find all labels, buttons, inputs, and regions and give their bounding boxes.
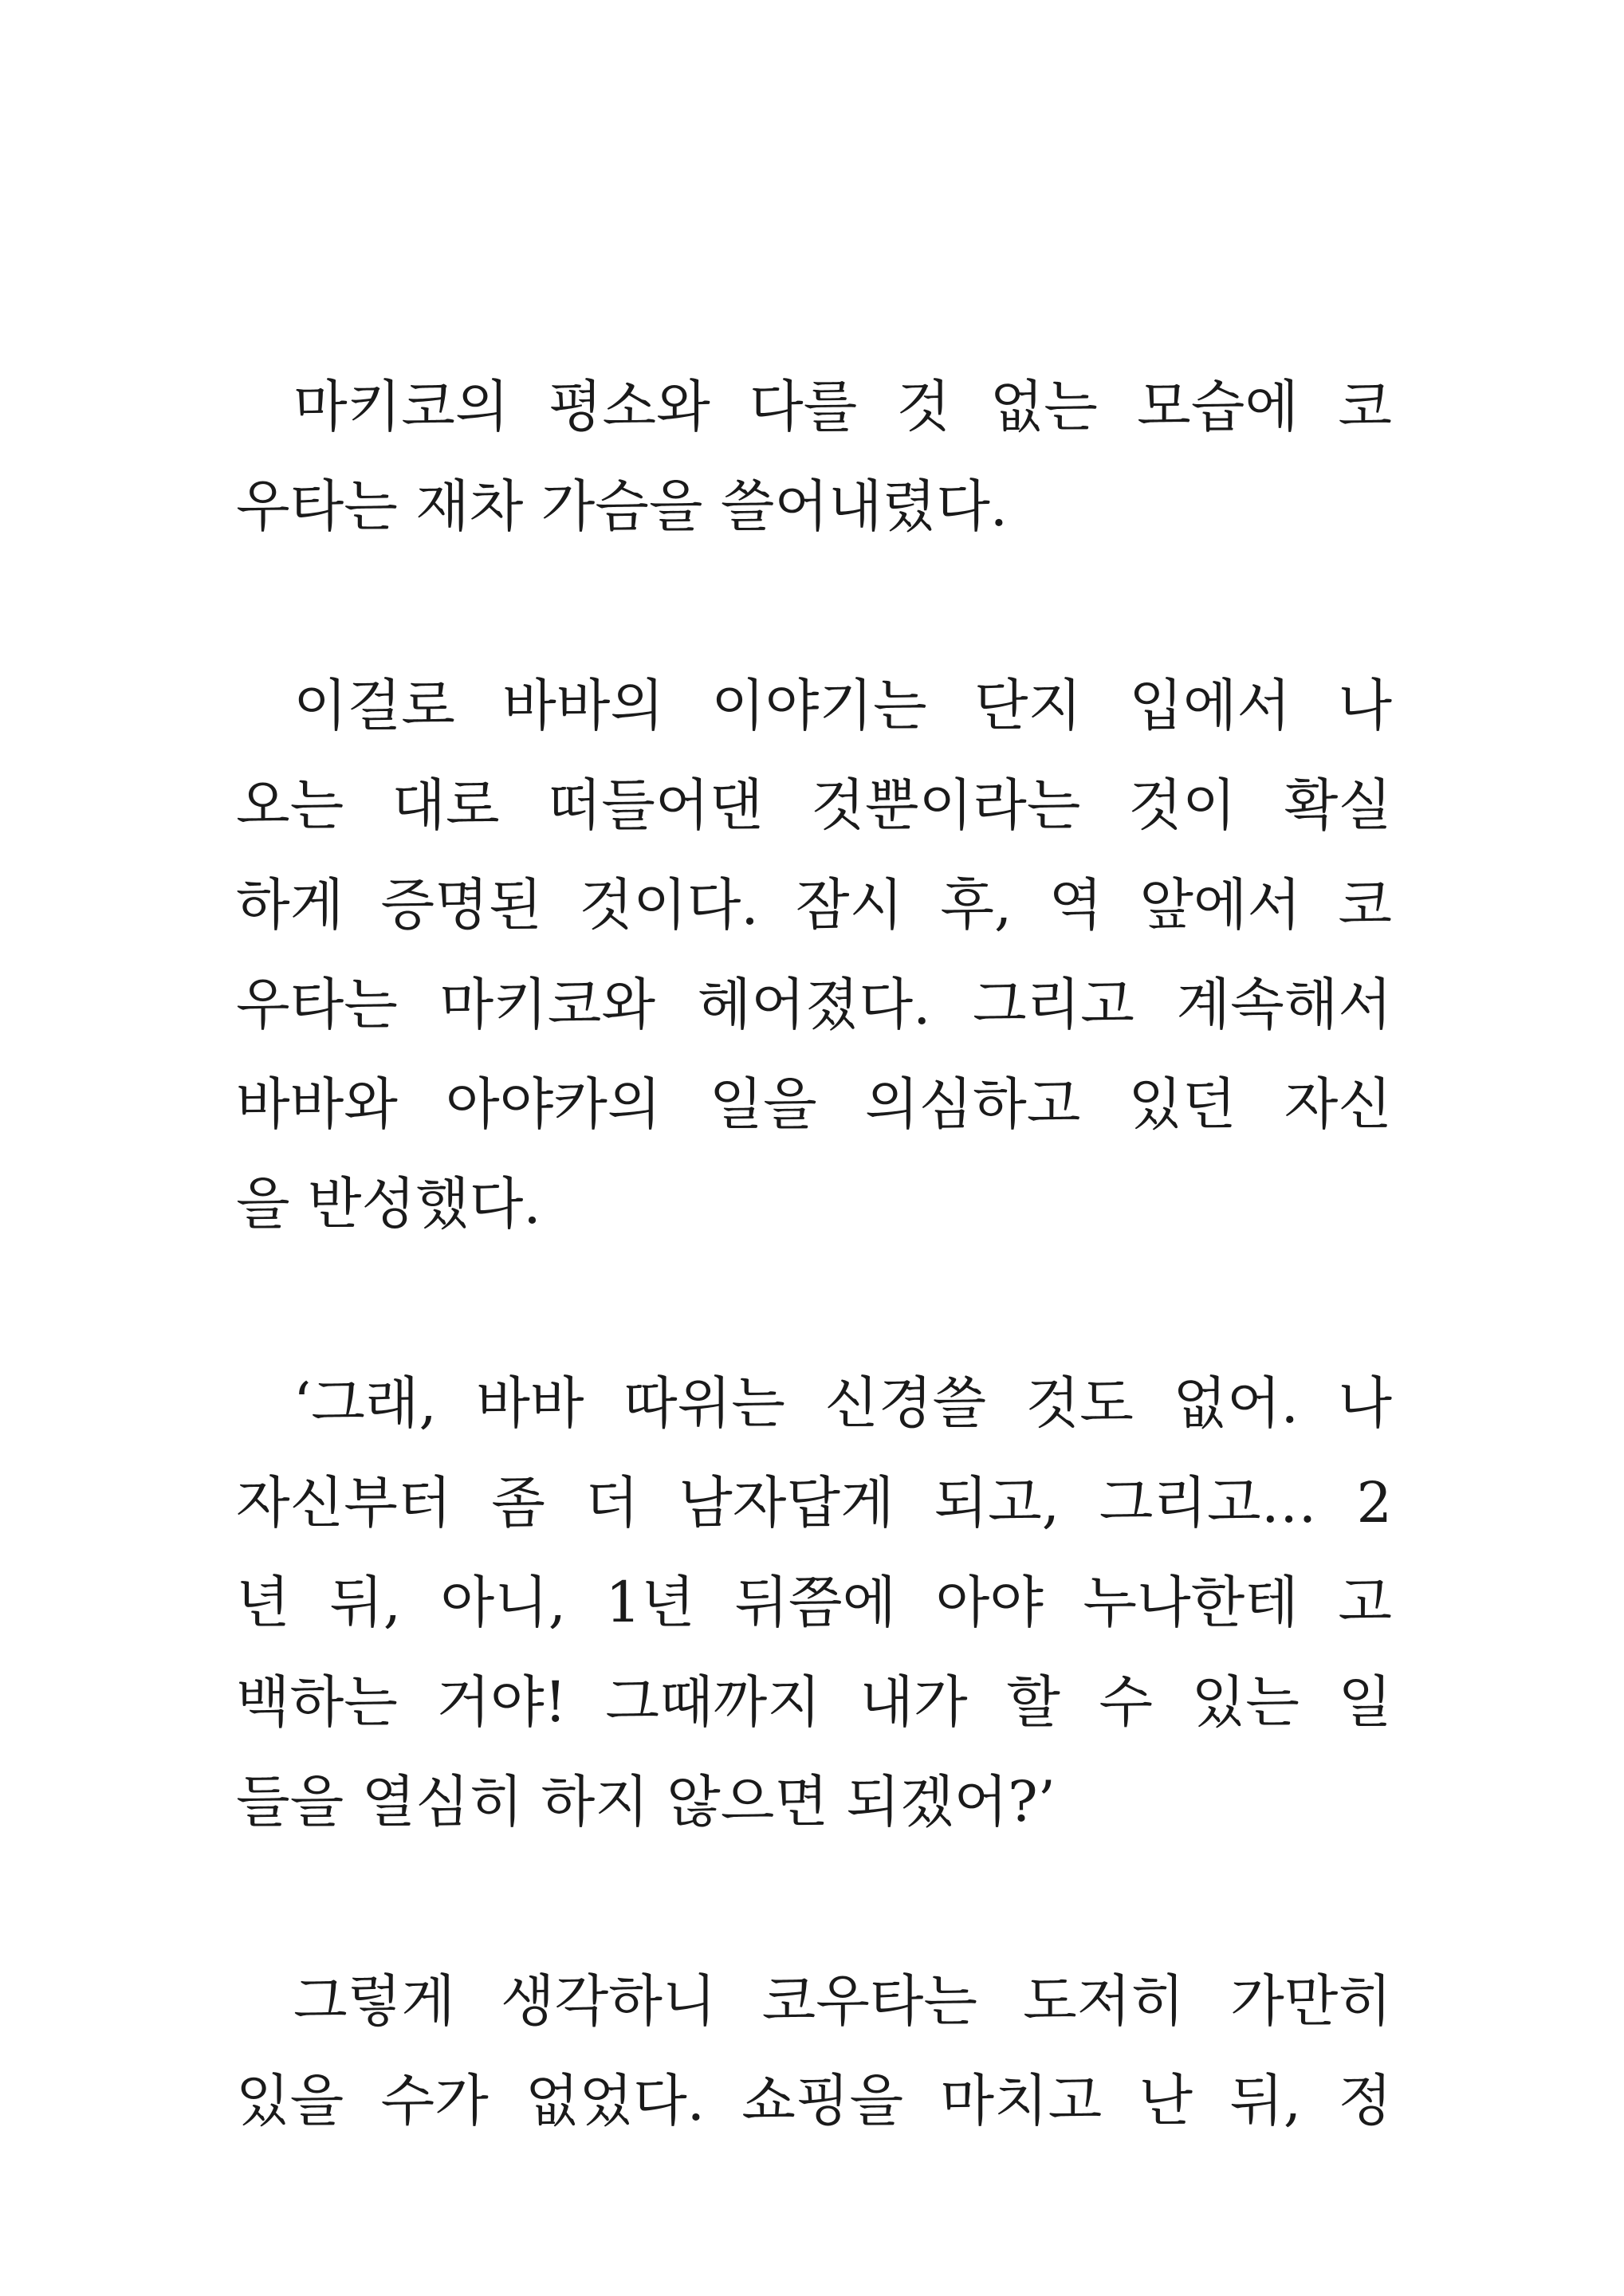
- paragraph-1: [236, 357, 1392, 556]
- text-line: 바바와 아야카의 일을 의심하고 있던 자신: [236, 1071, 1392, 1137]
- paragraph-4: [236, 1952, 1392, 2151]
- text-line: 우타는 재차 가슴을 쓸어내렸다.: [236, 474, 1009, 539]
- text-line: 이걸로 바바의 이야기는 단지 입에서 나: [293, 673, 1392, 738]
- paragraph-3: [236, 1354, 1392, 1852]
- text-line: 있을 수가 없었다. 쇼핑을 마치고 난 뒤, 정: [236, 2068, 1392, 2133]
- text-line: ‘그래, 바바 따위는 신경쓸 것도 없어. 나: [293, 1370, 1392, 1436]
- text-line: 년 뒤, 아니, 1년 뒤쯤에 아야 누나한테 고: [236, 1570, 1392, 1635]
- paragraph-gap: [236, 556, 1392, 656]
- text-line: 자신부터 좀 더 남자답게 되고, 그리고… 2: [236, 1470, 1392, 1535]
- paragraph-gap: [236, 1254, 1392, 1354]
- paragraph-gap: [236, 1852, 1392, 1952]
- body-text: [236, 357, 1392, 2151]
- paragraph-2: [236, 656, 1392, 1254]
- text-line: 하게 증명된 것이다. 잠시 후, 역 앞에서 코: [236, 872, 1392, 938]
- text-line: 마키코의 평소와 다를 것 없는 모습에 코: [293, 374, 1392, 439]
- text-line: 그렇게 생각하니 코우타는 도저히 가만히: [293, 1968, 1392, 2034]
- text-line: 들을 열심히 하지 않으면 되겠어?’: [236, 1769, 1056, 1834]
- text-line: 오는 대로 떠들어댄 것뿐이라는 것이 확실: [236, 773, 1392, 838]
- text-line: 을 반성했다.: [236, 1171, 541, 1236]
- text-line: 백하는 거야! 그때까지 내가 할 수 있는 일: [236, 1669, 1392, 1735]
- text-line: 우타는 마키코와 헤어졌다. 그리고 계속해서: [236, 972, 1392, 1037]
